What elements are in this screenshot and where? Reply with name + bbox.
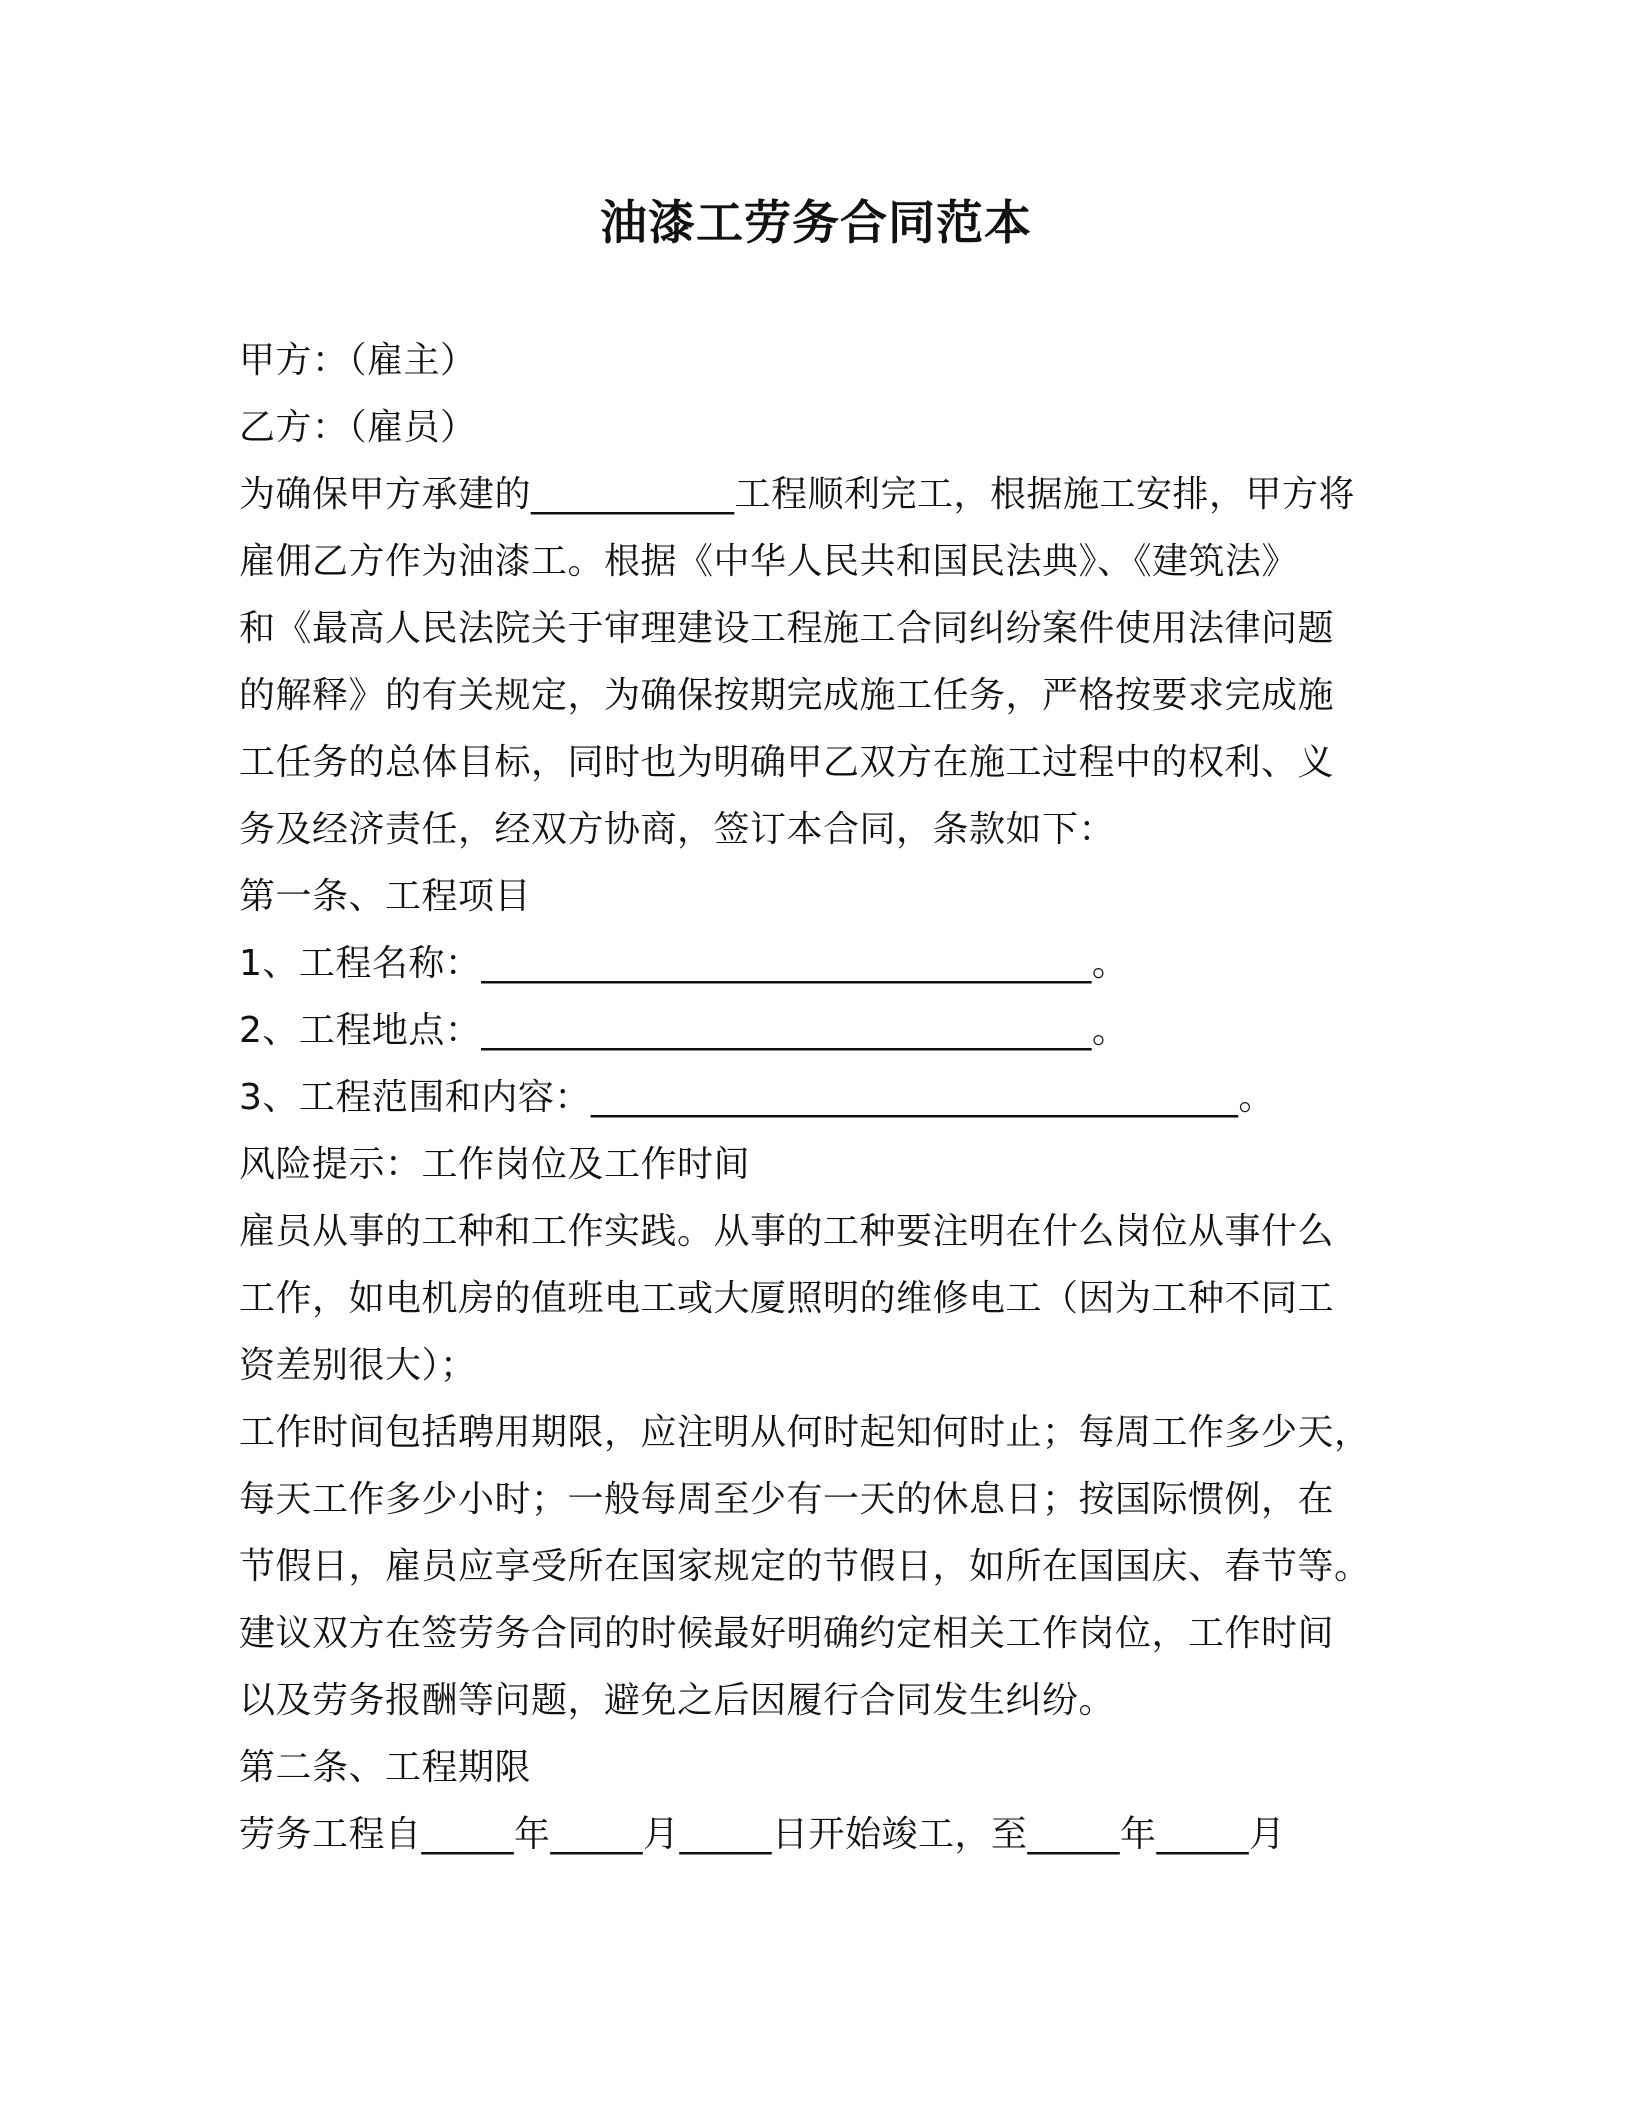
paragraph-line: 工任务的总体目标，同时也为明确甲乙双方在施工过程中的权利、义 <box>239 742 1335 783</box>
paragraph-line: 和《最高人民法院关于审理建设工程施工合同纠纷案件使用法律问题 <box>239 608 1335 649</box>
risk-note-heading: 风险提示：工作岗位及工作时间 <box>239 1144 751 1185</box>
paragraph-line: 每天工作多少小时；一般每周至少有一天的休息日；按国际惯例，在 <box>239 1479 1335 1520</box>
paragraph-line: 工作，如电机房的值班电工或大厦照明的维修电工（因为工种不同工 <box>239 1278 1335 1319</box>
document-body <box>239 327 1399 1868</box>
document-title: 油漆工劳务合同范本 <box>600 196 1032 251</box>
paragraph-line: 节假日，雇员应享受所在国家规定的节假日，如所在国国庆、春节等。 <box>239 1546 1371 1587</box>
paragraph-line: 建议双方在签劳务合同的时候最好明确约定相关工作岗位，工作时间 <box>239 1613 1335 1654</box>
paragraph-line: 为确保甲方承建的___________工程顺利完工，根据施工安排，甲方将 <box>239 474 1356 515</box>
project-term-line: 劳务工程自_____年_____月_____日开始竣工，至_____年_____月 <box>239 1814 1286 1855</box>
paragraph-line: 雇佣乙方作为油漆工。根据《中华人民共和国民法典》、《建筑法》 <box>239 541 1299 582</box>
party-a-line: 甲方：（雇主） <box>239 340 477 381</box>
paragraph-line: 的解释》的有关规定，为确保按期完成施工任务，严格按要求完成施 <box>239 675 1335 716</box>
section-heading: 第一条、工程项目 <box>239 876 532 917</box>
paragraph-line: 以及劳务报酬等问题，避免之后因履行合同发生纠纷。 <box>239 1680 1116 1721</box>
section-heading: 第二条、工程期限 <box>239 1747 532 1788</box>
project-name-line: 1、工程名称：_________________________________。 <box>239 943 1129 984</box>
paragraph-line: 工作时间包括聘用期限，应注明从何时起知何时止；每周工作多少天， <box>239 1412 1371 1453</box>
paragraph-line: 务及经济责任，经双方协商，签订本合同，条款如下： <box>239 809 1116 850</box>
project-scope-line: 3、工程范围和内容：___________________________________。 <box>239 1077 1275 1118</box>
paragraph-line: 雇员从事的工种和工作实践。从事的工种要注明在什么岗位从事什么 <box>239 1211 1335 1252</box>
paragraph-line: 资差别很大）； <box>239 1345 477 1386</box>
project-location-line: 2、工程地点：_________________________________。 <box>239 1010 1129 1051</box>
party-b-line: 乙方：（雇员） <box>239 407 477 448</box>
